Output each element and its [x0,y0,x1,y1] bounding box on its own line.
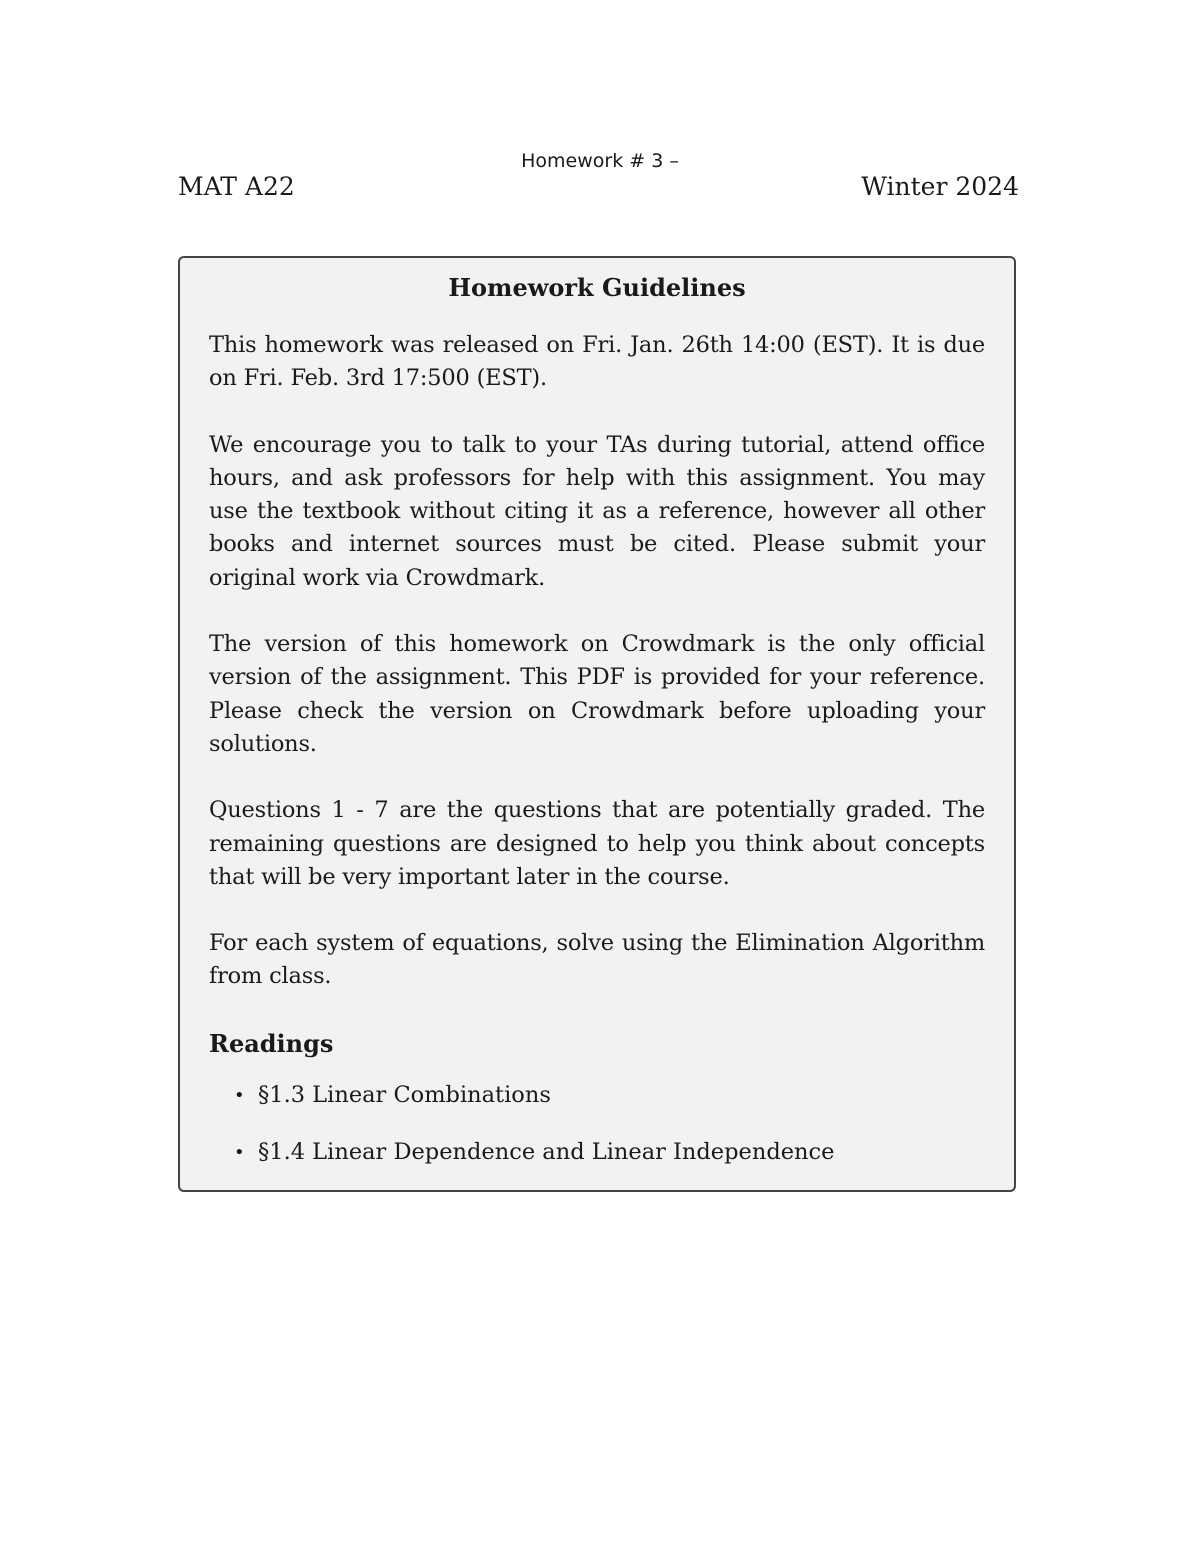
collaboration-paragraph: We encourage you to talk to your TAs during tutorial, attend office hours, and ask professors for help with this assignment. You may use the textbook without citing it as a reference, however all other books and internet sources must be cited. Please submit your original work via Crowdmark. [209,431,985,591]
method-paragraph: For each system of equations, solve using the Elimination Algorithm from class. [209,930,985,990]
homework-guidelines-box [178,256,1016,1192]
grading-paragraph: Questions 1 - 7 are the questions that are potentially graded. The remaining questions are designed to help you think about concepts that will be very important later in the course. [209,797,985,890]
readings-heading: Readings [209,1028,334,1058]
bullet-icon: • [234,1084,245,1106]
guidelines-title: Homework Guidelines [448,273,746,302]
running-title: Homework # 3 – [521,150,679,172]
term: Winter 2024 [861,172,1019,201]
readings-list [209,1079,985,1169]
reading-label: §1.3 Linear Combinations [258,1081,551,1108]
release-due-paragraph: This homework was released on Fri. Jan. 26th 14:00 (EST). It is due on Fri. Feb. 3rd 17:500 (EST). [209,332,985,392]
official-version-paragraph: The version of this homework on Crowdmark is the only official version of the assignment. This PDF is provided for your reference. Please check the version on Crowdmark before uploading your solutions. [209,631,985,757]
list-item [209,1079,985,1112]
course-code: MAT A22 [178,172,295,201]
list-item [209,1136,985,1169]
bullet-icon: • [234,1141,245,1163]
reading-label: §1.4 Linear Dependence and Linear Independence [258,1138,835,1165]
